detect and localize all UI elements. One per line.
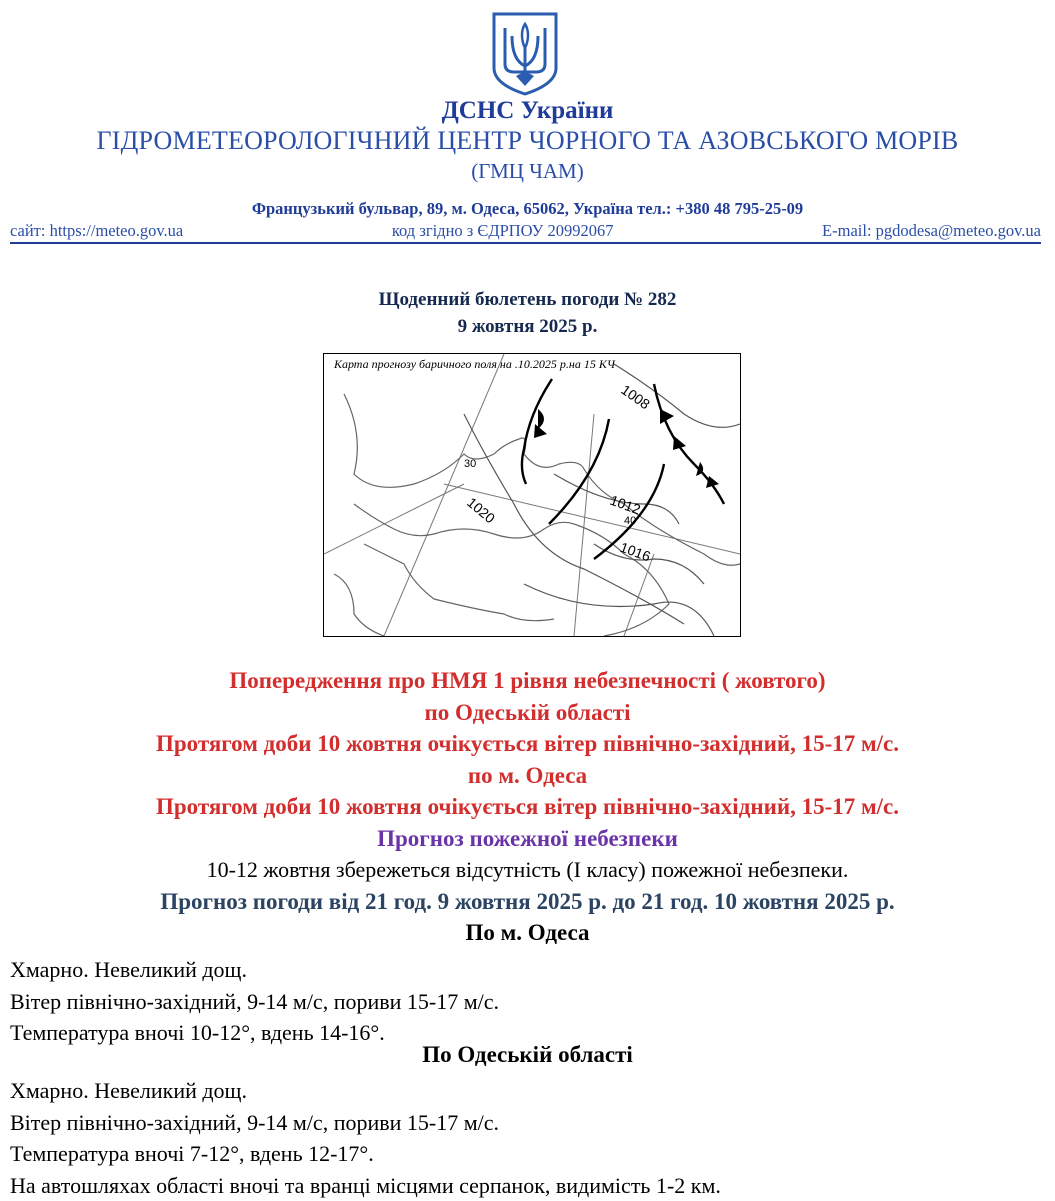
forecast-oblast-line: Вітер північно-західний, 9-14 м/с, пориви 15-17 м/с.: [10, 1107, 721, 1139]
forecast-odesa: [10, 954, 499, 1049]
isobar-label-40: 40: [624, 515, 636, 527]
forecast-oblast-line: На автошляхах області вночі та вранці місцями серпанок, видимість 1-2 км.: [10, 1170, 721, 1201]
warning-title: Попередження про НМЯ 1 рівня небезпечності ( жовтого): [0, 665, 1055, 697]
forecast-title: Прогноз погоди від 21 год. 9 жовтня 2025 р. до 21 год. 10 жовтня 2025 р.: [0, 886, 1055, 918]
org-name: ДСНС України: [0, 97, 1055, 125]
center-name: ГІДРОМЕТЕОРОЛОГІЧНИЙ ЦЕНТР ЧОРНОГО ТА АЗОВСЬКОГО МОРІВ: [0, 126, 1055, 156]
address: Французький бульвар, 89, м. Одеса, 65062, Україна тел.: +380 48 795-25-09: [0, 199, 1055, 219]
forecast-odesa-heading: По м. Одеса: [0, 917, 1055, 949]
pressure-map-drawing: [324, 354, 740, 636]
isobar-label-1020: 1020: [464, 494, 498, 526]
warning-text-oblast: Протягом доби 10 жовтня очікується вітер північно-західний, 15-17 м/с.: [0, 728, 1055, 760]
warning-text-odesa: Протягом доби 10 жовтня очікується вітер північно-західний, 15-17 м/с.: [0, 791, 1055, 823]
bulletin-title: Щоденний бюлетень погоди № 282: [0, 286, 1055, 313]
isobar-label-1008: 1008: [618, 381, 653, 412]
isobar-label-1016: 1016: [618, 539, 653, 565]
forecast-odesa-line: Вітер північно-західний, 9-14 м/с, пориви 15-17 м/с.: [10, 986, 499, 1018]
forecast-oblast-line: Хмарно. Невеликий дощ.: [10, 1075, 721, 1107]
coat-of-arms-icon: [490, 10, 560, 96]
edrpou-code: код згідно з ЄДРПОУ 20992067: [392, 221, 614, 241]
forecast-oblast-line: Температура вночі 7-12°, вдень 12-17°.: [10, 1138, 721, 1170]
contacts-line: [10, 221, 1041, 241]
fire-forecast-text: 10-12 жовтня збережеться відсутність (І класу) пожежної небезпеки.: [0, 854, 1055, 886]
pressure-map: [323, 353, 741, 637]
forecast-odesa-line: Температура вночі 10-12°, вдень 14-16°.: [10, 1017, 499, 1049]
forecast-oblast: [10, 1075, 721, 1201]
center-abbreviation: (ГМЦ ЧАМ): [0, 159, 1055, 184]
forecast-oblast-heading: По Одеській області: [0, 1042, 1055, 1068]
email-link[interactable]: E-mail: pgdodesa@meteo.gov.ua: [822, 221, 1041, 241]
isobar-label-1012: 1012: [608, 492, 643, 518]
forecast-odesa-line: Хмарно. Невеликий дощ.: [10, 954, 499, 986]
bulletin-heading: [0, 286, 1055, 340]
bulletin-date: 9 жовтня 2025 р.: [0, 313, 1055, 340]
header-divider: [10, 242, 1041, 244]
warning-region-odesa: по м. Одеса: [0, 760, 1055, 792]
site-link[interactable]: сайт: https://meteo.gov.ua: [10, 221, 183, 241]
fire-forecast-title: Прогноз пожежної небезпеки: [0, 823, 1055, 855]
map-caption: Карта прогнозу баричного поля на .10.2025 р.на 15 КЧ: [334, 357, 615, 372]
isobar-label-30: 30: [464, 458, 476, 470]
warning-section: [0, 665, 1055, 949]
warning-region-oblast: по Одеській області: [0, 697, 1055, 729]
